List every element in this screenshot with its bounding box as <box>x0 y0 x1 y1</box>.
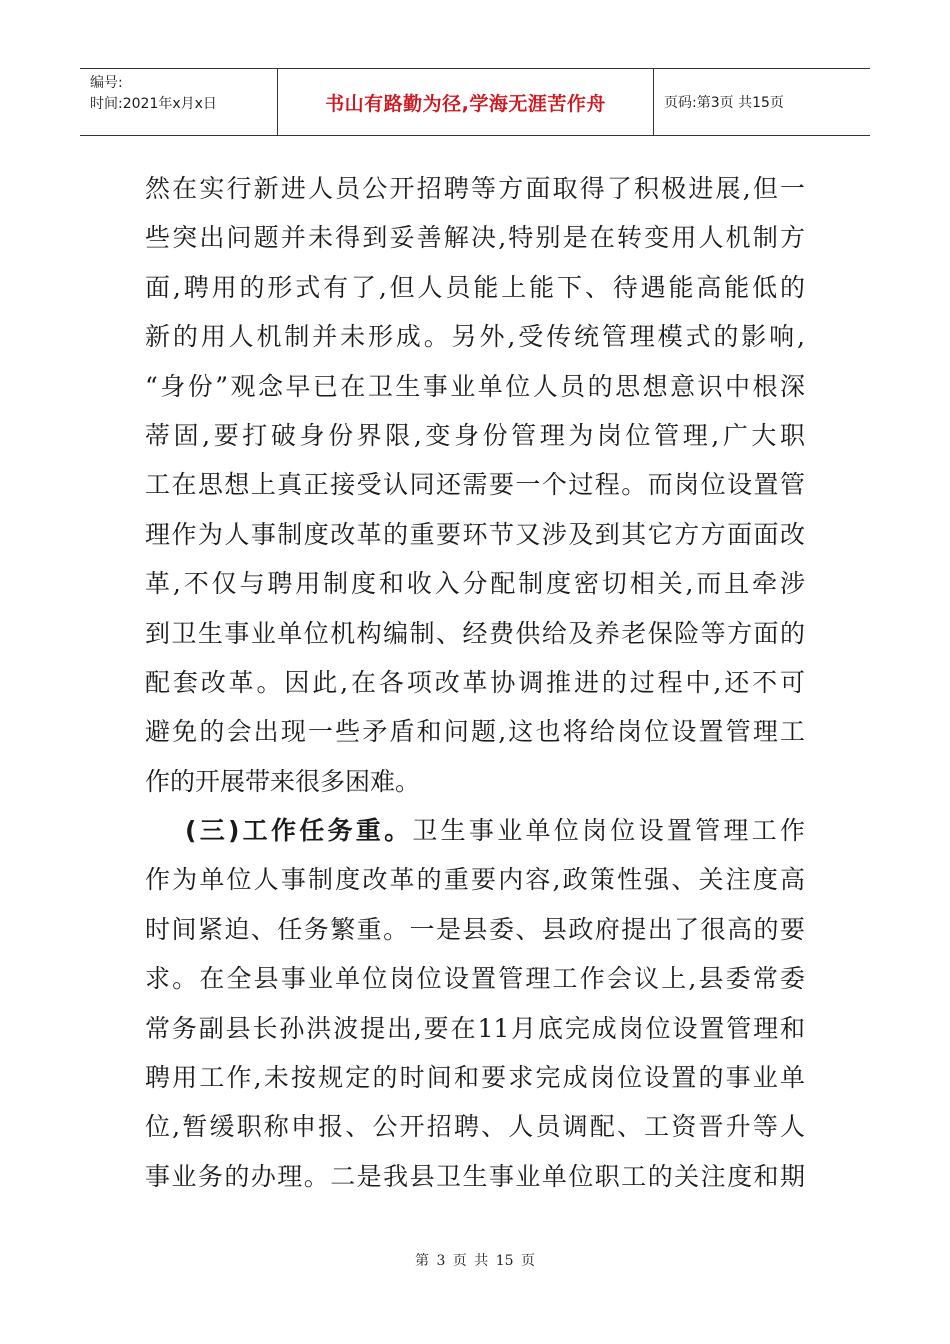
document-date: 时间:2021年x月x日 <box>90 96 217 112</box>
header-motto: 书山有路勤为径,学海无涯苦作舟 <box>278 69 654 135</box>
body-line: 时间紧迫、任务繁重。一是县委、县政府提出了很高的要 <box>145 914 805 944</box>
body-line: 事业务的办理。二是我县卫生事业单位职工的关注度和期 <box>145 1161 805 1191</box>
page-footer: 第 3 页 共 15 页 <box>415 1253 535 1269</box>
body-line: 蒂固,要打破身份界限,变身份管理为岗位管理,广大职 <box>145 420 805 450</box>
body-line: 作为单位人事制度改革的重要内容,政策性强、关注度高 <box>145 865 805 895</box>
body-line: 作的开展带来很多困难。 <box>145 766 421 796</box>
document-body <box>145 164 805 1201</box>
body-line: 常务副县长孙洪波提出,要在11月底完成岗位设置管理和 <box>145 1013 805 1043</box>
body-line: 理作为人事制度改革的重要环节又涉及到其它方方面面改 <box>145 519 805 549</box>
body-line: 工在思想上真正接受认同还需要一个过程。而岗位设置管 <box>145 470 805 500</box>
section-heading: (三)工作任务重。 <box>185 816 413 846</box>
body-line: 面,聘用的形式有了,但人员能上能下、待遇能高能低的 <box>145 272 805 302</box>
body-line: 新的用人机制并未形成。另外,受传统管理模式的影响, <box>145 322 805 352</box>
document-number-label: 编号: <box>90 75 123 91</box>
body-line: 避免的会出现一些矛盾和问题,这也将给岗位设置管理工 <box>145 717 805 747</box>
body-line: 些突出问题并未得到妥善解决,特别是在转变用人机制方 <box>145 223 805 253</box>
body-line: “身份”观念早已在卫生事业单位人员的思想意识中根深 <box>145 371 805 401</box>
body-line: 到卫生事业单位机构编制、经费供给及养老保险等方面的 <box>145 618 805 648</box>
section-first-line-text: 卫生事业单位岗位设置管理工作 <box>412 816 805 846</box>
body-line: 求。在全县事业单位岗位设置管理工作会议上,县委常委 <box>145 964 805 994</box>
body-line: 配套改革。因此,在各项改革协调推进的过程中,还不可 <box>145 667 805 697</box>
body-line: 然在实行新进人员公开招聘等方面取得了积极进展,但一 <box>145 174 805 203</box>
body-line: 革,不仅与聘用制度和收入分配制度密切相关,而且牵涉 <box>145 569 805 599</box>
body-line: 位,暂缓职称申报、公开招聘、人员调配、工资晋升等人 <box>145 1112 805 1142</box>
body-line: 聘用工作,未按规定的时间和要求完成岗位设置的事业单 <box>145 1063 805 1093</box>
section-first-line <box>145 806 805 855</box>
header-page-info: 页码:第3页 共15页 <box>664 95 784 111</box>
page-header <box>80 68 870 136</box>
header-meta <box>80 69 278 135</box>
